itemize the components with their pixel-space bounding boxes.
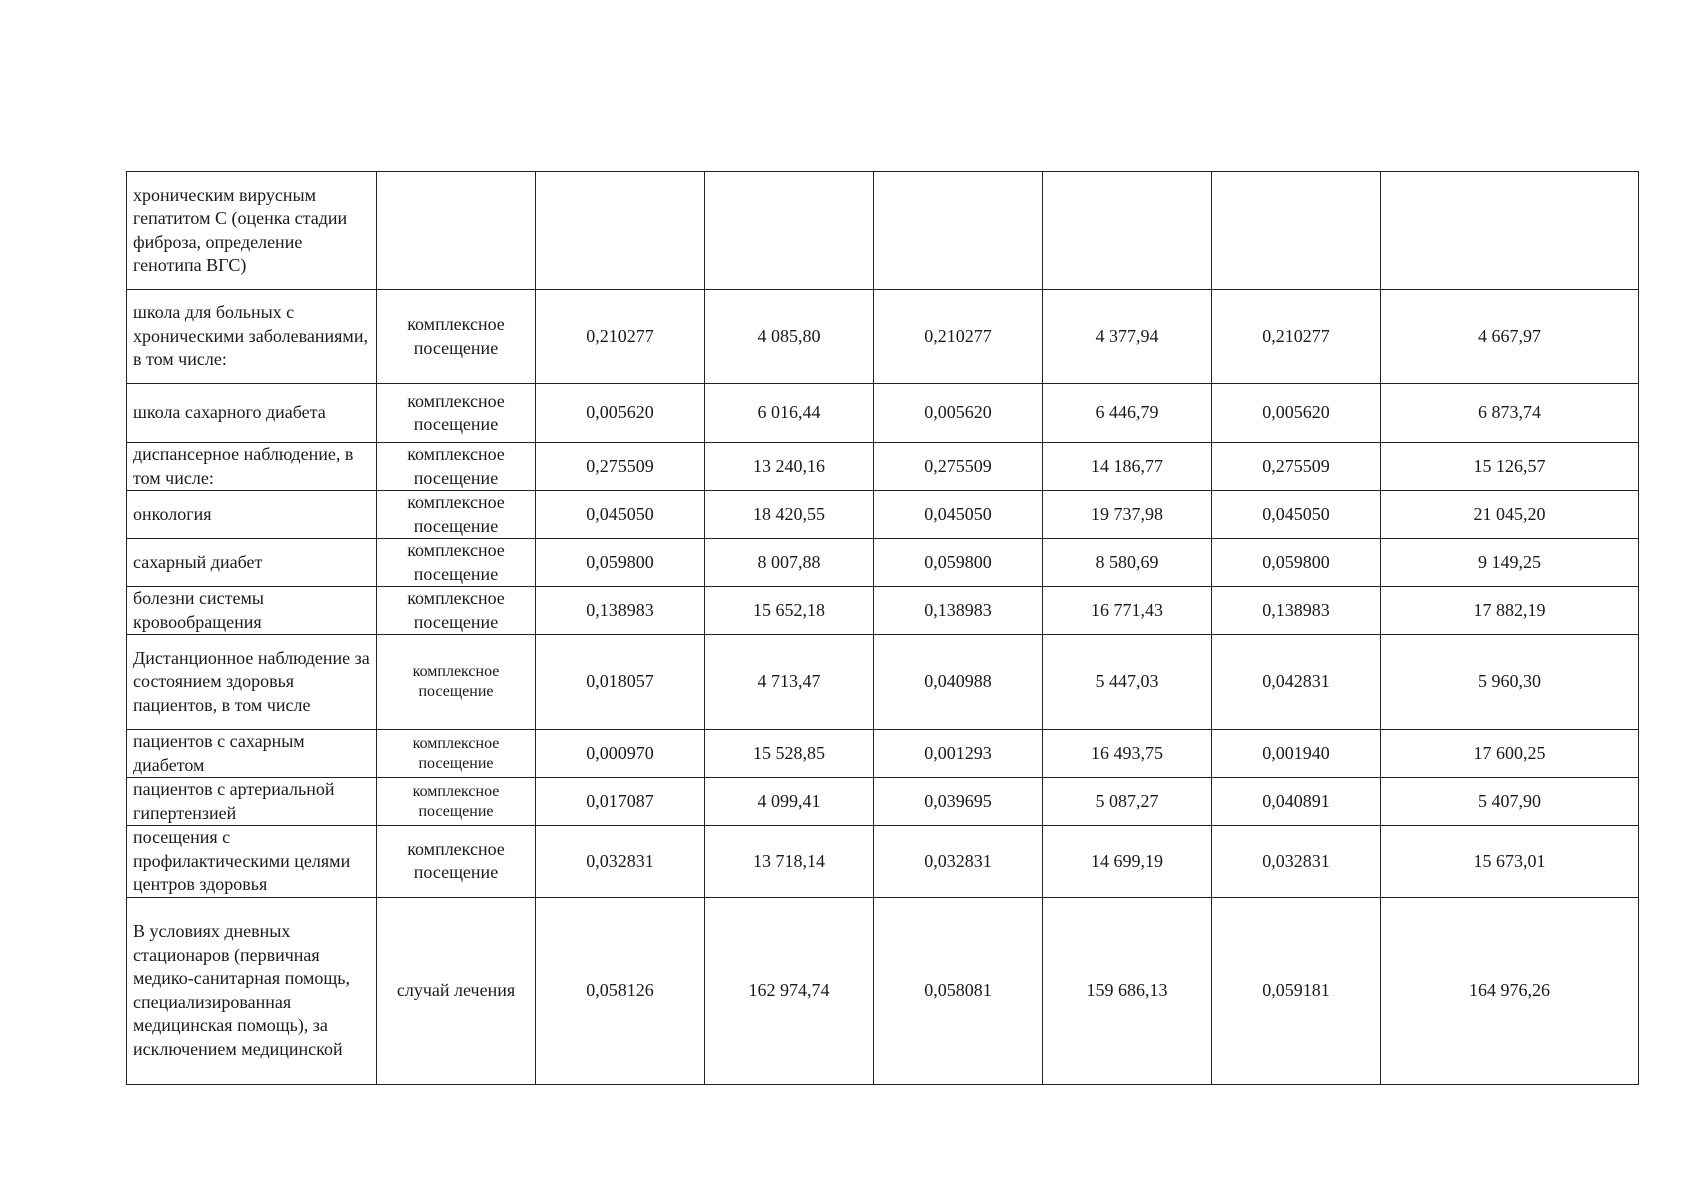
row-unit [377,172,536,290]
cell-cost-2: 19 737,98 [1043,491,1212,539]
cell-cost-2: 16 771,43 [1043,587,1212,635]
row-name: школа сахарного диабета [127,384,377,443]
table-row [127,635,1639,730]
row-name: диспансерное наблюдение, в том числе: [127,443,377,491]
cell-cost-1: 8 007,88 [705,539,874,587]
cell-value-1: 0,138983 [536,587,705,635]
cell-cost-3: 17 882,19 [1381,587,1639,635]
row-name: пациентов с сахарным диабетом [127,730,377,778]
cell-cost-2: 6 446,79 [1043,384,1212,443]
cell-value-3: 0,005620 [1212,384,1381,443]
document-page [126,171,1638,1085]
cell-value-1: 0,210277 [536,290,705,384]
cell-value-1: 0,018057 [536,635,705,730]
table-row [127,730,1639,778]
row-unit: комплексное посещение [377,539,536,587]
row-name: В условиях дневных стационаров (первичная медико-санитарная помощь, специализированная медицинская помощь), за исключением медицинской [127,897,377,1084]
table-row [127,897,1639,1084]
cell-value-3: 0,210277 [1212,290,1381,384]
row-name: пациентов с артериальной гипертензией [127,778,377,826]
cell-value-2: 0,059800 [874,539,1043,587]
data-table [126,171,1639,1085]
cell-value-2: 0,005620 [874,384,1043,443]
cell-value-1 [536,172,705,290]
row-unit: комплексное посещение [377,826,536,898]
cell-cost-1: 13 718,14 [705,826,874,898]
cell-value-1: 0,032831 [536,826,705,898]
table-row [127,778,1639,826]
row-name: болезни системы кровообращения [127,587,377,635]
row-name: посещения с профилактическими целями центров здоровья [127,826,377,898]
cell-value-2: 0,040988 [874,635,1043,730]
cell-cost-3: 15 126,57 [1381,443,1639,491]
row-name: онкология [127,491,377,539]
cell-value-3: 0,059800 [1212,539,1381,587]
cell-cost-1 [705,172,874,290]
row-name: хроническим вирусным гепатитом С (оценка стадии фиброза, определение генотипа ВГС) [127,172,377,290]
cell-cost-1: 13 240,16 [705,443,874,491]
cell-value-2: 0,045050 [874,491,1043,539]
row-name: Дистанционное наблюдение за состоянием здоровья пациентов, в том числе [127,635,377,730]
cell-value-2: 0,039695 [874,778,1043,826]
row-unit: комплексное посещение [377,730,536,778]
table-row [127,172,1639,290]
row-unit: комплексное посещение [377,778,536,826]
cell-cost-3: 9 149,25 [1381,539,1639,587]
cell-value-1: 0,059800 [536,539,705,587]
cell-cost-1: 15 528,85 [705,730,874,778]
table-row [127,443,1639,491]
cell-value-2: 0,001293 [874,730,1043,778]
cell-value-3: 0,032831 [1212,826,1381,898]
cell-cost-2: 159 686,13 [1043,897,1212,1084]
cell-value-3: 0,045050 [1212,491,1381,539]
table-row [127,826,1639,898]
cell-value-2: 0,210277 [874,290,1043,384]
cell-cost-2: 14 186,77 [1043,443,1212,491]
cell-cost-3: 6 873,74 [1381,384,1639,443]
cell-value-3: 0,001940 [1212,730,1381,778]
cell-cost-1: 18 420,55 [705,491,874,539]
row-unit: комплексное посещение [377,587,536,635]
row-unit: комплексное посещение [377,491,536,539]
cell-cost-1: 4 099,41 [705,778,874,826]
row-unit: комплексное посещение [377,290,536,384]
cell-cost-2: 8 580,69 [1043,539,1212,587]
cell-value-2: 0,275509 [874,443,1043,491]
cell-cost-2 [1043,172,1212,290]
cell-cost-3: 164 976,26 [1381,897,1639,1084]
table-row [127,384,1639,443]
table-row [127,491,1639,539]
cell-cost-1: 15 652,18 [705,587,874,635]
table-row [127,290,1639,384]
cell-value-1: 0,275509 [536,443,705,491]
cell-cost-1: 162 974,74 [705,897,874,1084]
cell-value-3: 0,042831 [1212,635,1381,730]
cell-value-3: 0,059181 [1212,897,1381,1084]
cell-value-2: 0,032831 [874,826,1043,898]
cell-cost-1: 6 016,44 [705,384,874,443]
row-unit: комплексное посещение [377,443,536,491]
cell-cost-3: 15 673,01 [1381,826,1639,898]
cell-cost-3: 17 600,25 [1381,730,1639,778]
cell-value-2: 0,138983 [874,587,1043,635]
cell-cost-1: 4 085,80 [705,290,874,384]
cell-value-1: 0,058126 [536,897,705,1084]
cell-cost-2: 5 447,03 [1043,635,1212,730]
cell-value-1: 0,000970 [536,730,705,778]
cell-value-1: 0,005620 [536,384,705,443]
cell-cost-3: 5 407,90 [1381,778,1639,826]
cell-cost-2: 14 699,19 [1043,826,1212,898]
cell-cost-3: 21 045,20 [1381,491,1639,539]
table-row [127,539,1639,587]
row-name: сахарный диабет [127,539,377,587]
cell-cost-1: 4 713,47 [705,635,874,730]
cell-cost-3 [1381,172,1639,290]
cell-value-1: 0,017087 [536,778,705,826]
cell-value-3: 0,138983 [1212,587,1381,635]
cell-cost-3: 5 960,30 [1381,635,1639,730]
cell-value-3 [1212,172,1381,290]
cell-value-2 [874,172,1043,290]
cell-value-3: 0,040891 [1212,778,1381,826]
row-unit: комплексное посещение [377,635,536,730]
table-row [127,587,1639,635]
cell-value-2: 0,058081 [874,897,1043,1084]
cell-value-1: 0,045050 [536,491,705,539]
cell-cost-2: 5 087,27 [1043,778,1212,826]
row-name: школа для больных с хроническими заболеваниями, в том числе: [127,290,377,384]
cell-value-3: 0,275509 [1212,443,1381,491]
row-unit: случай лечения [377,897,536,1084]
row-unit: комплексное посещение [377,384,536,443]
cell-cost-2: 4 377,94 [1043,290,1212,384]
cell-cost-2: 16 493,75 [1043,730,1212,778]
cell-cost-3: 4 667,97 [1381,290,1639,384]
